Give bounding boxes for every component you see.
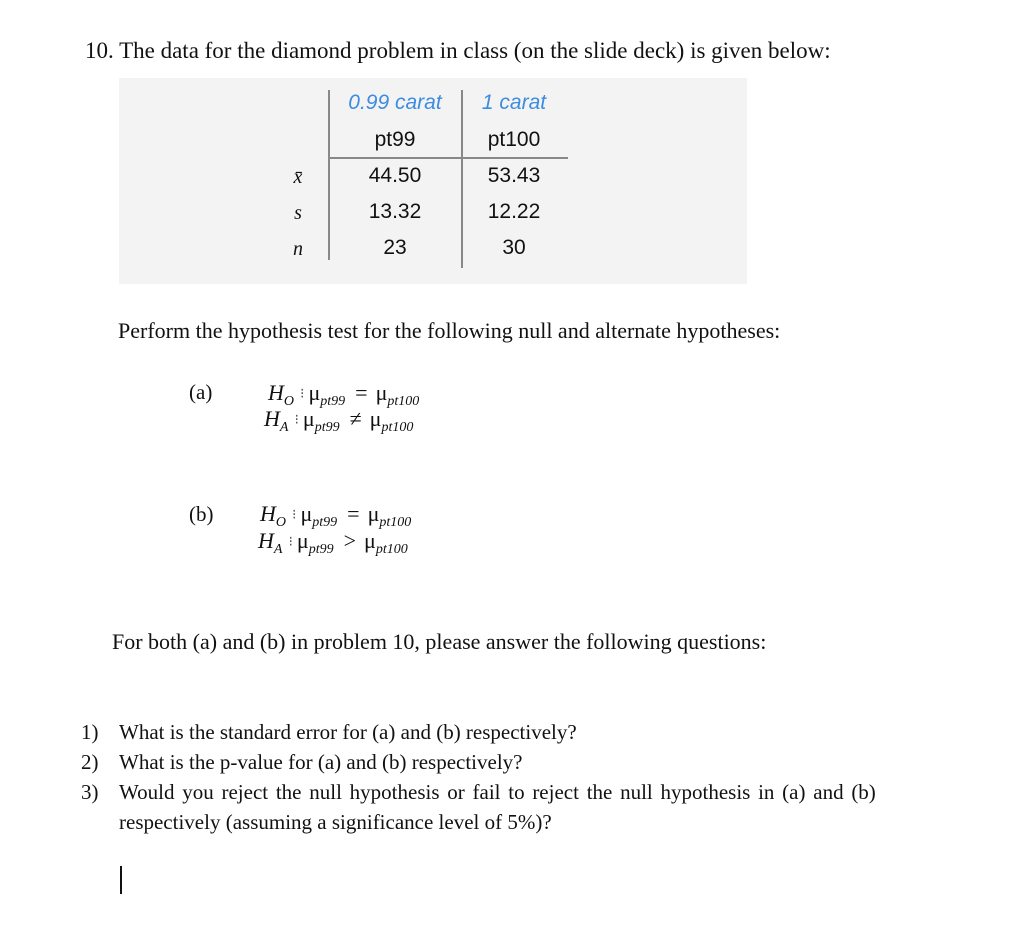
column-header-1-carat: 1 carat xyxy=(481,91,547,114)
part-b-null-hypothesis: $H_O$ ⁝ $\mu_{pt99} = \mu_{pt100}$ xyxy=(260,501,412,530)
h-symbol: H xyxy=(258,528,274,553)
h-subscript: A xyxy=(279,420,289,435)
operator: ≠ xyxy=(349,406,362,431)
mu-subscript: pt100 xyxy=(381,420,414,435)
cell-sd-pt100: 12.22 xyxy=(487,200,541,223)
mu-symbol: μ xyxy=(364,528,376,553)
intro-text: Perform the hypothesis test for the following null and alternate hypotheses: xyxy=(118,318,781,343)
mu-subscript: pt100 xyxy=(375,542,408,557)
question-3 xyxy=(81,780,981,840)
operator: = xyxy=(347,501,360,526)
column-name-pt100: pt100 xyxy=(487,128,541,151)
data-table xyxy=(119,78,747,284)
question-number: 2) xyxy=(81,750,99,774)
mu-symbol: μ xyxy=(375,380,388,405)
mu-symbol: μ xyxy=(300,501,313,526)
mu-subscript: pt99 xyxy=(320,394,346,409)
h-subscript: O xyxy=(283,394,295,409)
mu-symbol: μ xyxy=(367,501,380,526)
operator: > xyxy=(343,528,357,553)
mu-symbol: μ xyxy=(369,406,382,431)
part-a-alt-hypothesis: $H_A$ ⁝ $\mu_{pt99} \ne \mu_{pt100}$ xyxy=(264,406,414,435)
question-text-line-1: Would you reject the null hypothesis or fail to reject the null hypothesis in (a) and (b) xyxy=(119,780,876,804)
question-text: What is the p-value for (a) and (b) respectively? xyxy=(119,750,523,774)
column-header-0-99-carat: 0.99 carat xyxy=(348,91,442,114)
mu-subscript: pt100 xyxy=(387,394,420,409)
h-subscript: O xyxy=(275,515,287,530)
cell-mean-pt100: 53.43 xyxy=(487,164,541,187)
part-a-null-hypothesis: $H_O$ ⁝ $\mu_{pt99} = \mu_{pt100}$ xyxy=(268,380,420,409)
problem-heading: 10. The data for the diamond problem in class (on the slide deck) is given below: xyxy=(85,38,831,63)
text-cursor[interactable] xyxy=(120,866,122,894)
table-divider-middle xyxy=(461,90,463,268)
row-label-mean: x̄ xyxy=(293,166,303,188)
mu-subscript: pt99 xyxy=(314,420,340,435)
mu-subscript: pt99 xyxy=(308,542,334,557)
cell-n-pt99: 23 xyxy=(383,236,407,259)
part-a-label: (a) xyxy=(189,380,213,404)
question-text: What is the standard error for (a) and (b) respectively? xyxy=(119,720,577,744)
row-label-sd: s xyxy=(294,202,302,224)
cell-mean-pt99: 44.50 xyxy=(368,164,422,187)
h-symbol: H xyxy=(260,501,276,526)
question-1 xyxy=(81,720,981,750)
mu-symbol: μ xyxy=(296,528,309,553)
table-divider-left xyxy=(328,90,330,260)
question-number: 3) xyxy=(81,780,99,804)
questions-intro: For both (a) and (b) in problem 10, please answer the following questions: xyxy=(112,629,767,654)
mu-symbol: μ xyxy=(308,380,321,405)
question-2 xyxy=(81,750,981,780)
question-text-line-2: respectively (assuming a significance level of 5%)? xyxy=(119,810,552,834)
mu-subscript: pt99 xyxy=(312,515,338,530)
part-b-alt-hypothesis: $H_A$ ⁝ $\mu_{pt99} > \mu_{pt100}$ xyxy=(258,528,408,557)
mu-subscript: pt100 xyxy=(379,515,412,530)
column-name-pt99: pt99 xyxy=(374,128,416,151)
question-number: 1) xyxy=(81,720,99,744)
part-b-label: (b) xyxy=(189,502,214,526)
h-symbol: H xyxy=(264,406,280,431)
operator: = xyxy=(355,380,368,405)
h-symbol: H xyxy=(268,380,284,405)
cell-sd-pt99: 13.32 xyxy=(368,200,422,223)
mu-symbol: μ xyxy=(302,406,315,431)
row-label-n: n xyxy=(293,238,303,260)
table-header-rule xyxy=(328,157,568,159)
h-subscript: A xyxy=(273,542,283,557)
cell-n-pt100: 30 xyxy=(502,236,526,259)
